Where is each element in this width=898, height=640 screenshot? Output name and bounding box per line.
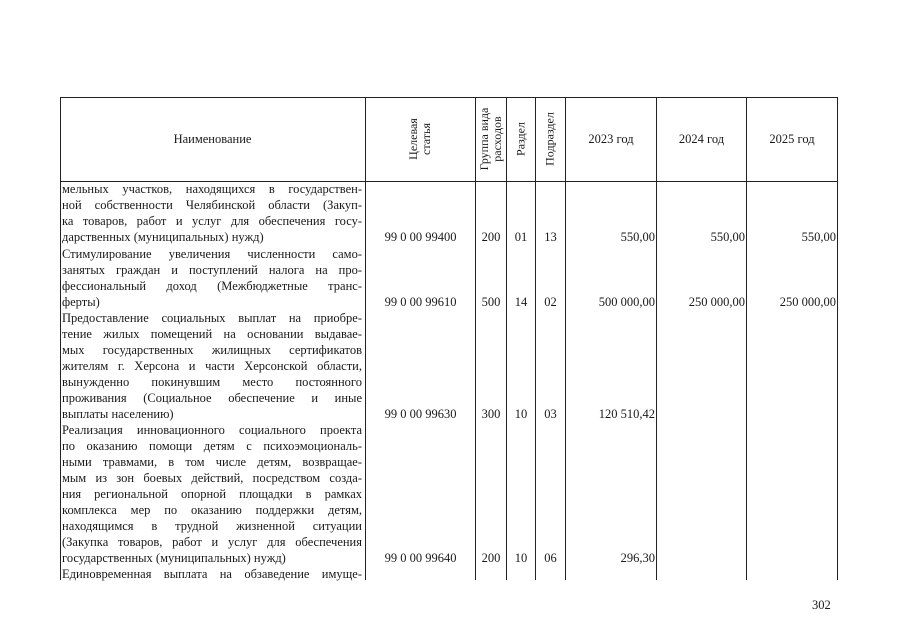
- row-subsection: 13: [544, 230, 557, 244]
- row-name-line: ния региональной опорной площадки в рамках: [62, 487, 362, 501]
- row-name-line: по оказанию помощи детям с психоэмоциональ-: [62, 439, 362, 453]
- row-name-line: ка товаров, работ и услуг для обеспечения госу-: [62, 214, 362, 228]
- row-expense-group: 300: [481, 407, 501, 421]
- row-expense-group: 500: [481, 295, 501, 309]
- header-2023: 2023 год: [588, 132, 634, 146]
- row-name-line: вынужденно покинувшим место постоянного: [62, 375, 362, 389]
- row-name-line: государственных (муниципальных) нужд): [62, 551, 286, 565]
- row-expense-group: 200: [481, 230, 501, 244]
- page-number: 302: [812, 598, 831, 612]
- row-name-line: Единовременная выплата на обзаведение имуще-: [62, 567, 362, 581]
- row-subsection: 06: [544, 551, 557, 565]
- header-section: Раздел: [513, 122, 528, 156]
- budget-table: [60, 97, 838, 580]
- header-target-article: Целевая статья: [406, 118, 433, 160]
- row-name-line: Предоставление социальных выплат на приобре-: [62, 311, 362, 325]
- row-amount-2025: 250 000,00: [779, 295, 836, 309]
- row-name-line: ной собственности Челябинской области (Закуп-: [62, 198, 362, 212]
- row-section: 10: [514, 551, 528, 565]
- row-name-line: комплекса мер по оказанию поддержки детям,: [62, 503, 362, 517]
- header-name: Наименование: [173, 132, 252, 146]
- row-target-code: 99 0 00 99630: [384, 407, 457, 421]
- row-amount-2023: 120 510,42: [598, 407, 655, 421]
- row-name-line: жителям г. Херсона и части Херсонской области,: [62, 359, 362, 373]
- row-name-line: фессиональный доход (Межбюджетные транс-: [62, 279, 362, 293]
- row-amount-2024: 250 000,00: [688, 295, 745, 309]
- row-name-line: тение жилых помещений на основании выдавае-: [62, 327, 362, 341]
- row-target-code: 99 0 00 99610: [384, 295, 457, 309]
- row-target-code: 99 0 00 99640: [384, 551, 457, 565]
- row-subsection: 02: [544, 295, 557, 309]
- row-name-line: ными травмами, в том числе детям, возвращае-: [62, 455, 362, 469]
- row-expense-group: 200: [481, 551, 501, 565]
- row-name-line: проживания (Социальное обеспечение и иные: [62, 391, 362, 405]
- row-name-line: ферты): [62, 295, 100, 309]
- row-name-line: находящимся в трудной жизненной ситуации: [62, 519, 362, 533]
- row-amount-2023: 500 000,00: [598, 295, 655, 309]
- header-2024: 2024 год: [678, 132, 725, 146]
- row-name-line: (Закупка товаров, работ и услуг для обеспечения: [62, 535, 362, 549]
- row-name-line: Реализация инновационного социального проекта: [62, 423, 362, 437]
- row-name-line: выплаты населению): [62, 407, 174, 421]
- row-name-line: Стимулирование увеличения численности само-: [62, 247, 362, 261]
- row-amount-2023: 550,00: [620, 230, 655, 244]
- header-expense-group: Группа вида расходов: [477, 107, 504, 171]
- header-2025: 2025 год: [769, 132, 815, 146]
- row-name-line: мых государственных жилищных сертификатов: [62, 343, 362, 357]
- row-amount-2025: 550,00: [801, 230, 836, 244]
- row-section: 01: [514, 230, 528, 244]
- row-section: 10: [514, 407, 528, 421]
- row-name-line: занятых граждан и поступлений налога на про-: [62, 263, 362, 277]
- row-name-line: дарственных (муниципальных) нужд): [62, 230, 264, 244]
- row-amount-2023: 296,30: [620, 551, 655, 565]
- row-amount-2024: 550,00: [710, 230, 745, 244]
- row-target-code: 99 0 00 99400: [384, 230, 457, 244]
- row-name-line: мельных участков, находящихся в государствен-: [62, 182, 362, 196]
- row-subsection: 03: [544, 407, 557, 421]
- row-section: 14: [514, 295, 528, 309]
- row-name-line: мым из зон боевых действий, посредством созда-: [62, 471, 362, 485]
- header-subsection: Подраздел: [542, 112, 557, 166]
